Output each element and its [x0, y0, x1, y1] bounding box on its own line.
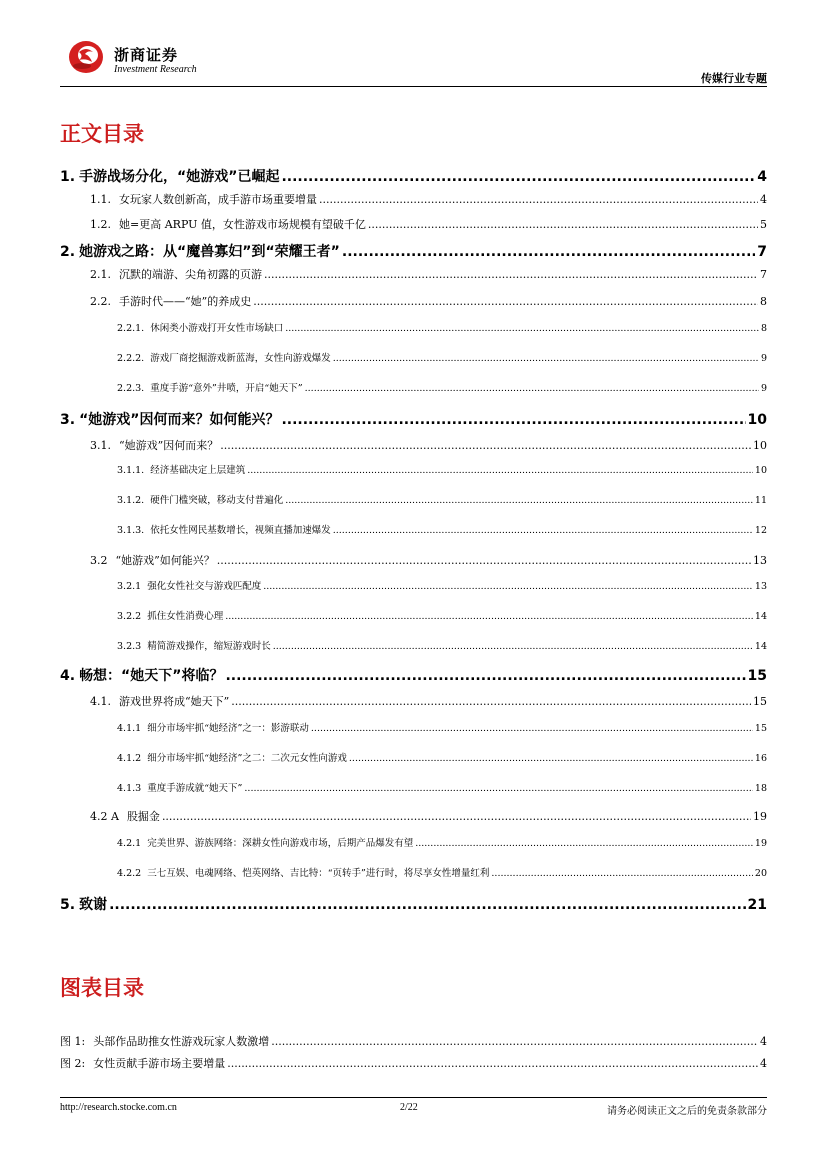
entry-page: 10	[753, 439, 767, 452]
toc-entry-3[interactable]	[0, 216, 827, 232]
toc-entry-4[interactable]	[0, 241, 827, 261]
entry-title: 游戏世界将成“她天下”	[119, 695, 230, 708]
leader-dots	[415, 838, 753, 849]
leader-dots	[319, 193, 758, 206]
leader-dots	[247, 465, 753, 476]
entry-title: “她游戏”因何而来？如何能兴？	[79, 412, 280, 428]
entry-number: 4.1.3	[117, 783, 142, 794]
entry-title: 游戏厂商挖掘游戏新蓝海，女性向游戏爆发	[150, 353, 331, 364]
leader-dots	[281, 412, 745, 428]
entry-title: 完美世界、游族网络：深耕女性向游戏市场，后期产品爆发有望	[147, 838, 414, 849]
entry-number: 图 1:	[60, 1035, 86, 1048]
entry-page: 9	[760, 383, 767, 394]
entry-page: 4	[760, 1035, 767, 1048]
entry-page: 9	[760, 353, 767, 364]
entry-page: 21	[747, 897, 767, 913]
entry-number: 1.2.	[90, 218, 111, 231]
entry-number: 2.2.1.	[117, 323, 145, 334]
entry-number: 4.	[60, 668, 76, 684]
leader-dots	[227, 1057, 758, 1070]
toc-entry-15[interactable]	[0, 552, 827, 568]
entry-number: 3.2.3	[117, 641, 142, 652]
entry-number: 4.1.	[90, 695, 111, 708]
entry-title: 她=更高 ARPU 值，女性游戏市场规模有望破千亿	[119, 218, 366, 231]
entry-title: 股掘金	[126, 810, 160, 823]
toc-entry-12[interactable]	[0, 462, 827, 476]
toc-entry-11[interactable]	[0, 437, 827, 453]
brand-name-cn: 浙商证券	[114, 46, 179, 64]
footer-url-link[interactable]: http://research.stocke.com.cn	[60, 1102, 177, 1113]
entry-title: 手游时代——“她”的养成史	[119, 295, 252, 308]
toc-entry-14[interactable]	[0, 522, 827, 536]
entry-number: 2.2.	[90, 295, 111, 308]
entry-title: 强化女性社交与游戏匹配度	[147, 581, 262, 592]
toc-entry-16[interactable]	[0, 578, 827, 592]
entry-title: 休闲类小游戏打开女性市场缺口	[150, 323, 284, 334]
entry-page: 4	[757, 169, 767, 185]
entry-page: 16	[754, 753, 767, 764]
entry-number: 3.1.	[90, 439, 111, 452]
entry-page: 15	[747, 668, 767, 684]
entry-number: 3.2	[90, 554, 108, 567]
leader-dots	[285, 495, 753, 506]
entry-page: 10	[754, 465, 767, 476]
entry-page: 18	[754, 783, 767, 794]
figures-heading: 图表目录	[60, 976, 144, 1000]
leader-dots	[162, 810, 751, 823]
leader-dots	[333, 525, 753, 536]
leader-dots	[244, 783, 753, 794]
entry-title: 女玩家人数创新高，成手游市场重要增量	[119, 193, 317, 206]
leader-dots	[217, 554, 751, 567]
toc-entry-10[interactable]	[0, 409, 827, 429]
entry-number: 1.	[60, 169, 76, 185]
entry-page: 14	[754, 641, 767, 652]
entry-page: 15	[754, 723, 767, 734]
toc-entry-1[interactable]	[0, 166, 827, 186]
entry-number: 4.1.2	[117, 753, 142, 764]
company-logo	[68, 40, 104, 74]
entry-page: 19	[753, 810, 767, 823]
leader-dots	[342, 244, 755, 260]
entry-number: 3.1.2.	[117, 495, 145, 506]
entry-number: 2.2.3.	[117, 383, 145, 394]
toc-entry-27[interactable]	[0, 894, 827, 914]
entry-title: 沉默的端游、尖角初露的页游	[119, 268, 262, 281]
leader-dots	[285, 323, 759, 334]
leader-dots	[253, 295, 758, 308]
entry-title: 女性贡献手游市场主要增量	[93, 1057, 226, 1070]
entry-page: 15	[753, 695, 767, 708]
entry-title: 三七互娱、电魂网络、恺英网络、吉比特：“页转手”进行时，将尽享女性增量红利	[147, 868, 490, 879]
toc-entry-7[interactable]	[0, 320, 827, 334]
entry-title: 细分市场牢抓“她经济”之一：影游联动	[147, 723, 309, 734]
leader-dots	[273, 641, 753, 652]
entry-page: 7	[760, 268, 767, 281]
entry-page: 14	[754, 611, 767, 622]
entry-number: 3.1.3.	[117, 525, 145, 536]
entry-number: 2.1.	[90, 268, 111, 281]
toc-entry-9[interactable]	[0, 380, 827, 394]
leader-dots	[225, 611, 753, 622]
entry-page: 20	[754, 868, 767, 879]
entry-number: 5.	[60, 897, 76, 913]
footer-divider	[60, 1097, 767, 1098]
entry-page: 8	[760, 323, 767, 334]
leader-dots	[263, 581, 753, 592]
toc-entry-26[interactable]	[0, 865, 827, 879]
toc-entry-5[interactable]	[0, 266, 827, 282]
entry-title: “她游戏”因何而来？	[119, 439, 219, 452]
entry-number: 4.2.2	[117, 868, 142, 879]
entry-number: 3.2.2	[117, 611, 142, 622]
leader-dots	[305, 383, 759, 394]
leader-dots	[281, 169, 755, 185]
entry-number: 3.2.1	[117, 581, 142, 592]
entry-title: 致谢	[79, 897, 108, 913]
leader-dots	[349, 753, 753, 764]
toc-entry-19[interactable]	[0, 665, 827, 685]
entry-title: 抓住女性消费心理	[147, 611, 224, 622]
toc-heading: 正文目录	[60, 122, 144, 146]
entry-title: 重度手游“意外”井喷，开启“她天下”	[150, 383, 303, 394]
entry-number: 4.1.1	[117, 723, 142, 734]
page-number: 2/22	[400, 1102, 418, 1113]
toc-entry-20[interactable]	[0, 693, 827, 709]
leader-dots	[491, 868, 753, 879]
entry-title: “她游戏”如何能兴？	[115, 554, 215, 567]
entry-page: 4	[760, 193, 767, 206]
leader-dots	[368, 218, 758, 231]
toc-entry-25[interactable]	[0, 835, 827, 849]
toc-entry-21[interactable]	[0, 720, 827, 734]
leader-dots	[333, 353, 759, 364]
toc-entry-13[interactable]	[0, 492, 827, 506]
entry-page: 11	[754, 495, 767, 506]
header-divider	[60, 86, 767, 87]
entry-page: 12	[754, 525, 767, 536]
entry-title: 她游戏之路：从“魔兽寡妇”到“荣耀王者”	[79, 244, 340, 260]
leader-dots	[264, 268, 758, 281]
entry-page: 13	[753, 554, 767, 567]
entry-title: 经济基础决定上层建筑	[150, 465, 246, 476]
toc-entry-24[interactable]	[0, 808, 827, 824]
entry-title: 手游战场分化，“她游戏”已崛起	[79, 169, 280, 185]
toc-entry-2[interactable]	[0, 191, 827, 207]
entry-number: 4.2 A	[90, 810, 119, 823]
entry-page: 7	[757, 244, 767, 260]
leader-dots	[311, 723, 753, 734]
figure-entry-2[interactable]	[0, 1055, 827, 1071]
entry-number: 1.1.	[90, 193, 111, 206]
entry-title: 硬件门槛突破，移动支付普遍化	[150, 495, 284, 506]
entry-number: 3.1.1.	[117, 465, 145, 476]
leader-dots	[109, 897, 745, 913]
entry-title: 精简游戏操作，缩短游戏时长	[147, 641, 271, 652]
entry-title: 依托女性网民基数增长，视频直播加速爆发	[150, 525, 331, 536]
entry-number: 2.	[60, 244, 76, 260]
leader-dots	[225, 668, 745, 684]
toc-entry-6[interactable]	[0, 293, 827, 309]
entry-page: 8	[760, 295, 767, 308]
entry-title: 细分市场牢抓“她经济”之二：二次元女性向游戏	[147, 753, 347, 764]
entry-page: 10	[747, 412, 767, 428]
entry-page: 4	[760, 1057, 767, 1070]
leader-dots	[220, 439, 751, 452]
toc-entry-18[interactable]	[0, 638, 827, 652]
figure-entry-1[interactable]	[0, 1033, 827, 1049]
entry-number: 4.2.1	[117, 838, 142, 849]
entry-page: 13	[754, 581, 767, 592]
footer-disclaimer: 请务必阅读正文之后的免责条款部分	[607, 1106, 767, 1117]
leader-dots	[231, 695, 751, 708]
entry-title: 重度手游成就“她天下”	[147, 783, 243, 794]
toc-entry-22[interactable]	[0, 750, 827, 764]
entry-title: 头部作品助推女性游戏玩家人数激增	[93, 1035, 270, 1048]
brand-name-en: Investment Research	[114, 64, 197, 75]
entry-page: 19	[754, 838, 767, 849]
toc-entry-23[interactable]	[0, 780, 827, 794]
entry-number: 3.	[60, 412, 76, 428]
entry-number: 图 2:	[60, 1057, 86, 1070]
toc-entry-8[interactable]	[0, 350, 827, 364]
entry-title: 畅想：“她天下”将临？	[79, 668, 224, 684]
document-type: 传媒行业专题	[701, 72, 767, 85]
entry-number: 2.2.2.	[117, 353, 145, 364]
toc-entry-17[interactable]	[0, 608, 827, 622]
leader-dots	[271, 1035, 758, 1048]
entry-page: 5	[760, 218, 767, 231]
